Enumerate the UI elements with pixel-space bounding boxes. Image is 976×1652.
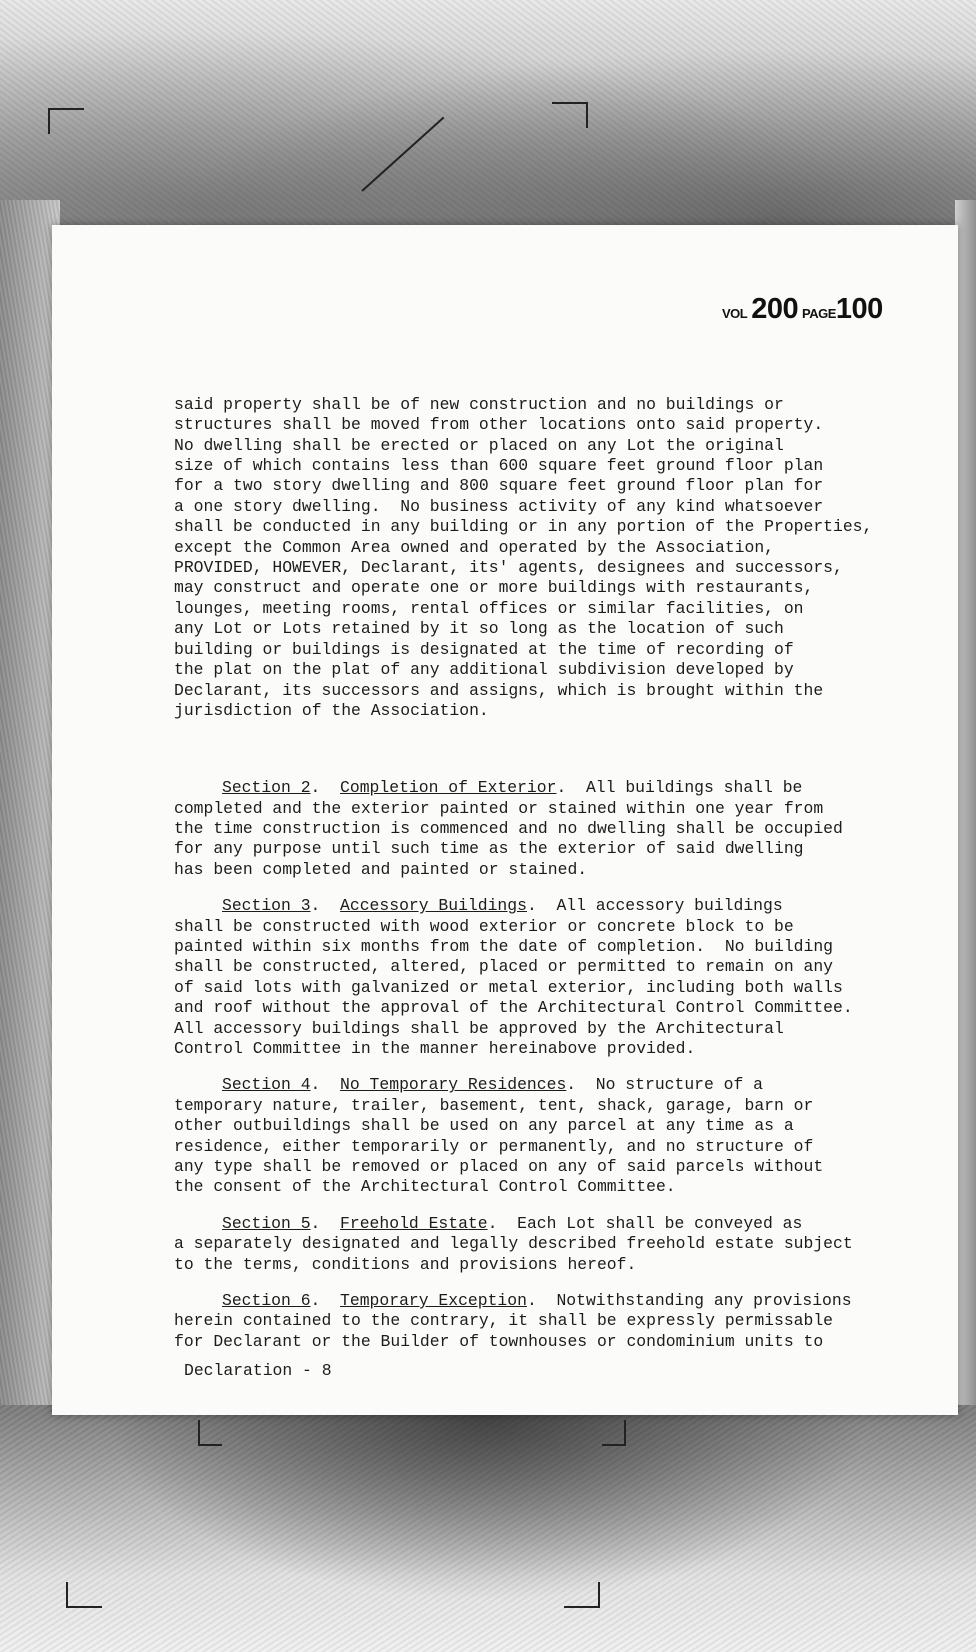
- paragraph-gap: [174, 762, 944, 778]
- text-line: No dwelling shall be erected or placed on any Lot the original: [174, 435, 784, 455]
- paragraph-gap: [174, 1198, 944, 1214]
- volume-page-reference: [722, 293, 883, 326]
- paragraph-gap: [174, 1059, 944, 1075]
- crop-mark-top-right: [552, 102, 588, 128]
- text-line: for Declarant or the Builder of townhouses or condominium units to: [174, 1331, 824, 1351]
- text-line: shall be constructed, altered, placed or permitted to remain on any: [174, 957, 834, 977]
- text-line: the time construction is commenced and no dwelling shall be occupied: [174, 818, 843, 838]
- crop-mark-bottom-left: [66, 1582, 102, 1608]
- text-line: painted within six months from the date of completion. No building: [174, 936, 834, 956]
- section-first-line-text: Each Lot shall be conveyed as: [517, 1213, 803, 1233]
- text-line: for any purpose until such time as the exterior of said dwelling: [174, 839, 804, 859]
- scan-background-right: [955, 200, 976, 1430]
- section-number: Section 4: [222, 1075, 311, 1095]
- document-body: [174, 354, 944, 1373]
- paragraph-gap: [174, 1275, 944, 1291]
- vol-number: 200: [751, 293, 799, 325]
- text-line: All accessory buildings shall be approved by the Architectural: [174, 1018, 784, 1038]
- section-first-line-text: No structure of a: [595, 1075, 764, 1095]
- section-paragraph: [174, 896, 944, 1059]
- text-line: and roof without the approval of the Architectural Control Committee.: [174, 998, 853, 1018]
- text-line: the plat on the plat of any additional subdivision developed by: [174, 660, 794, 680]
- text-line: residence, either temporarily or permanently, and no structure of: [174, 1136, 814, 1156]
- section-heading-line: Section 5. Freehold Estate. Each Lot shall be conveyed as: [222, 1213, 803, 1233]
- section-title: Temporary Exception: [340, 1291, 527, 1311]
- text-line: said property shall be of new construction and no buildings or: [174, 394, 784, 414]
- section-paragraph: [174, 1214, 944, 1275]
- section-paragraph: [174, 1291, 944, 1352]
- section-heading-line: Section 4. No Temporary Residences. No structure of a: [222, 1075, 764, 1095]
- section-title: Completion of Exterior: [340, 778, 557, 798]
- text-line: except the Common Area owned and operated by the Association,: [174, 537, 774, 557]
- crop-mark-bottom-right: [564, 1582, 600, 1608]
- text-line: any type shall be removed or placed on any of said parcels without: [174, 1157, 824, 1177]
- section-number: Section 3: [222, 896, 311, 916]
- text-line: structures shall be moved from other locations onto said property.: [174, 415, 824, 435]
- section-first-line-text: All buildings shall be: [585, 778, 803, 798]
- text-line: herein contained to the contrary, it shall be expressly permissable: [174, 1311, 834, 1331]
- text-line: completed and the exterior painted or stained within one year from: [174, 798, 824, 818]
- text-line: jurisdiction of the Association.: [174, 700, 489, 720]
- text-line: lounges, meeting rooms, rental offices or similar facilities, on: [174, 598, 804, 618]
- text-line: temporary nature, trailer, basement, tent, shack, garage, barn or: [174, 1095, 814, 1115]
- section-paragraph: [174, 1075, 944, 1197]
- section-number: Section 6: [222, 1291, 311, 1311]
- sections: [174, 762, 944, 1352]
- section-title: Freehold Estate: [340, 1213, 488, 1233]
- page-label: PAGE: [802, 306, 836, 321]
- text-line: size of which contains less than 600 square feet ground floor plan: [174, 456, 824, 476]
- text-line: any Lot or Lots retained by it so long as the location of such: [174, 619, 784, 639]
- text-line: PROVIDED, HOWEVER, Declarant, its' agents, designees and successors,: [174, 558, 843, 578]
- text-line: building or buildings is designated at the time of recording of: [174, 639, 794, 659]
- scan-background-left: [0, 200, 60, 1430]
- crop-mark-page-bottom-left: [198, 1420, 222, 1446]
- section-title: No Temporary Residences: [340, 1075, 567, 1095]
- paragraph-gap: [174, 880, 944, 896]
- section-heading-line: Section 2. Completion of Exterior. All buildings shall be: [222, 778, 803, 798]
- vol-label: VOL: [722, 306, 748, 321]
- text-line: a separately designated and legally described freehold estate subject: [174, 1234, 853, 1254]
- text-line: Declarant, its successors and assigns, which is brought within the: [174, 680, 824, 700]
- scan-background-top: [0, 0, 976, 230]
- text-line: the consent of the Architectural Control Committee.: [174, 1177, 676, 1197]
- text-line: a one story dwelling. No business activity of any kind whatsoever: [174, 496, 824, 516]
- text-line: shall be conducted in any building or in any portion of the Properties,: [174, 517, 873, 537]
- text-line: shall be constructed with wood exterior or concrete block to be: [174, 916, 794, 936]
- text-line: Control Committee in the manner hereinabove provided.: [174, 1039, 696, 1058]
- section-number: Section 5: [222, 1213, 311, 1233]
- crop-mark-top-left: [48, 108, 84, 134]
- section-heading-line: Section 6. Temporary Exception. Notwithstanding any provisions: [222, 1291, 852, 1311]
- text-line: of said lots with galvanized or metal exterior, including both walls: [174, 977, 843, 997]
- section-number: Section 2: [222, 778, 311, 798]
- text-line: has been completed and painted or stained.: [174, 859, 588, 879]
- section-first-line-text: Notwithstanding any provisions: [556, 1291, 852, 1311]
- page-footer: Declaration - 8: [184, 1361, 332, 1380]
- scan-background-bottom: [0, 1405, 976, 1652]
- section-heading-line: Section 3. Accessory Buildings. All accessory buildings: [222, 896, 783, 916]
- text-line: may construct and operate one or more buildings with restaurants,: [174, 578, 814, 598]
- intro-paragraph: [174, 395, 944, 722]
- text-line: for a two story dwelling and 800 square feet ground floor plan for: [174, 476, 824, 496]
- text-line: other outbuildings shall be used on any parcel at any time as a: [174, 1116, 794, 1136]
- text-line: to the terms, conditions and provisions hereof.: [174, 1254, 637, 1274]
- page-number: 100: [835, 293, 883, 325]
- section-first-line-text: All accessory buildings: [556, 896, 783, 916]
- section-title: Accessory Buildings: [340, 896, 527, 916]
- crop-mark-page-bottom-right: [602, 1420, 626, 1446]
- section-paragraph: [174, 778, 944, 880]
